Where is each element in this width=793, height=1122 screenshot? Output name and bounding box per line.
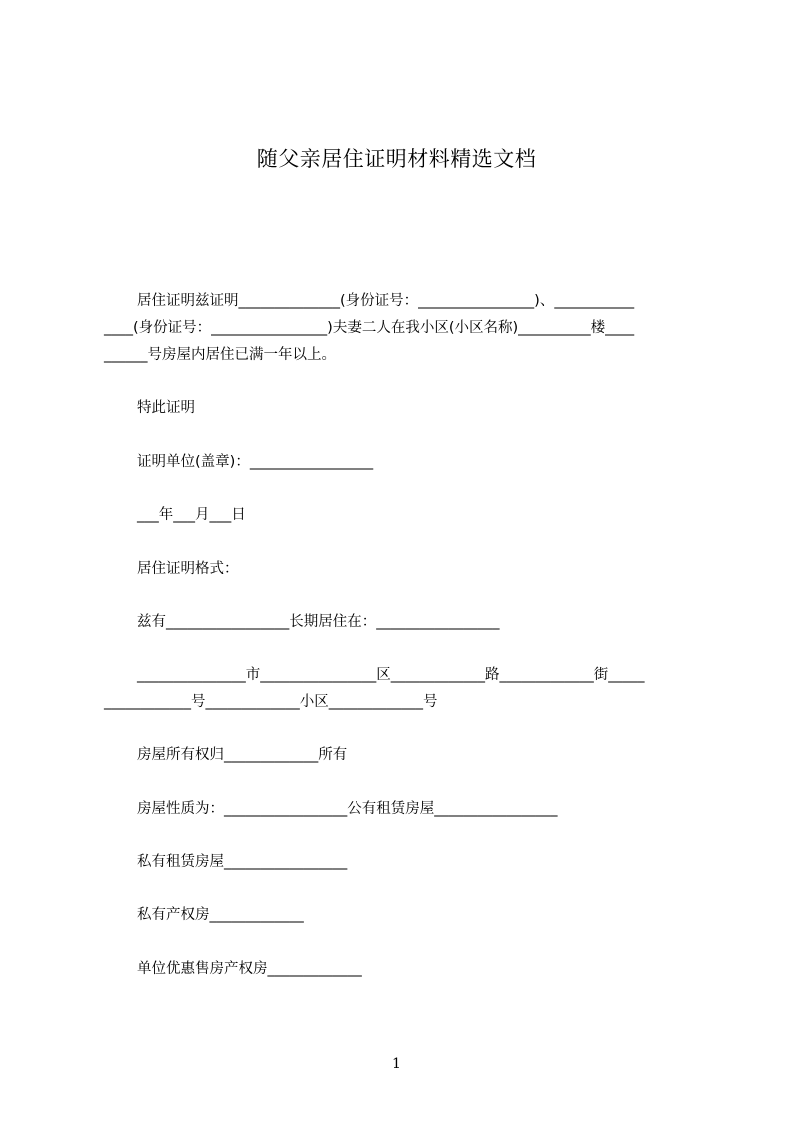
paragraph1-line2: ____(身份证号：________________)夫妻二人在我小区(小区名称)__________楼____ (104, 320, 635, 336)
private-property-line: 私有产权房_____________ (137, 907, 304, 923)
address-line-2: ____________号_____________小区_____________号 (104, 694, 438, 710)
property-nature-line: 房屋性质为：_________________公有租赁房屋_________________ (137, 801, 558, 817)
page-number: 1 (392, 1056, 401, 1072)
date-line: ___年___月___日 (137, 507, 246, 523)
unit-discount-line: 单位优惠售房产权房_____________ (137, 961, 362, 977)
address-line-1: _______________市________________区_____________路_____________街_____ (137, 667, 645, 683)
certifying-unit-line: 证明单位(盖章)：_________________ (137, 454, 374, 470)
private-rental-line: 私有租赁房屋_________________ (137, 854, 348, 870)
paragraph1-line3: ______号房屋内居住已满一年以上。 (104, 347, 336, 363)
hereby-certify-text: 特此证明 (137, 400, 195, 416)
paragraph1-line1: 居住证明兹证明______________(身份证号：________________)、___________ (137, 293, 635, 309)
resident-line: 兹有_________________长期居住在：_________________ (137, 614, 500, 630)
ownership-line: 房屋所有权归_____________所有 (137, 747, 348, 763)
document-title: 随父亲居住证明材料精选文档 (256, 147, 537, 171)
format-heading: 居住证明格式： (137, 561, 239, 577)
